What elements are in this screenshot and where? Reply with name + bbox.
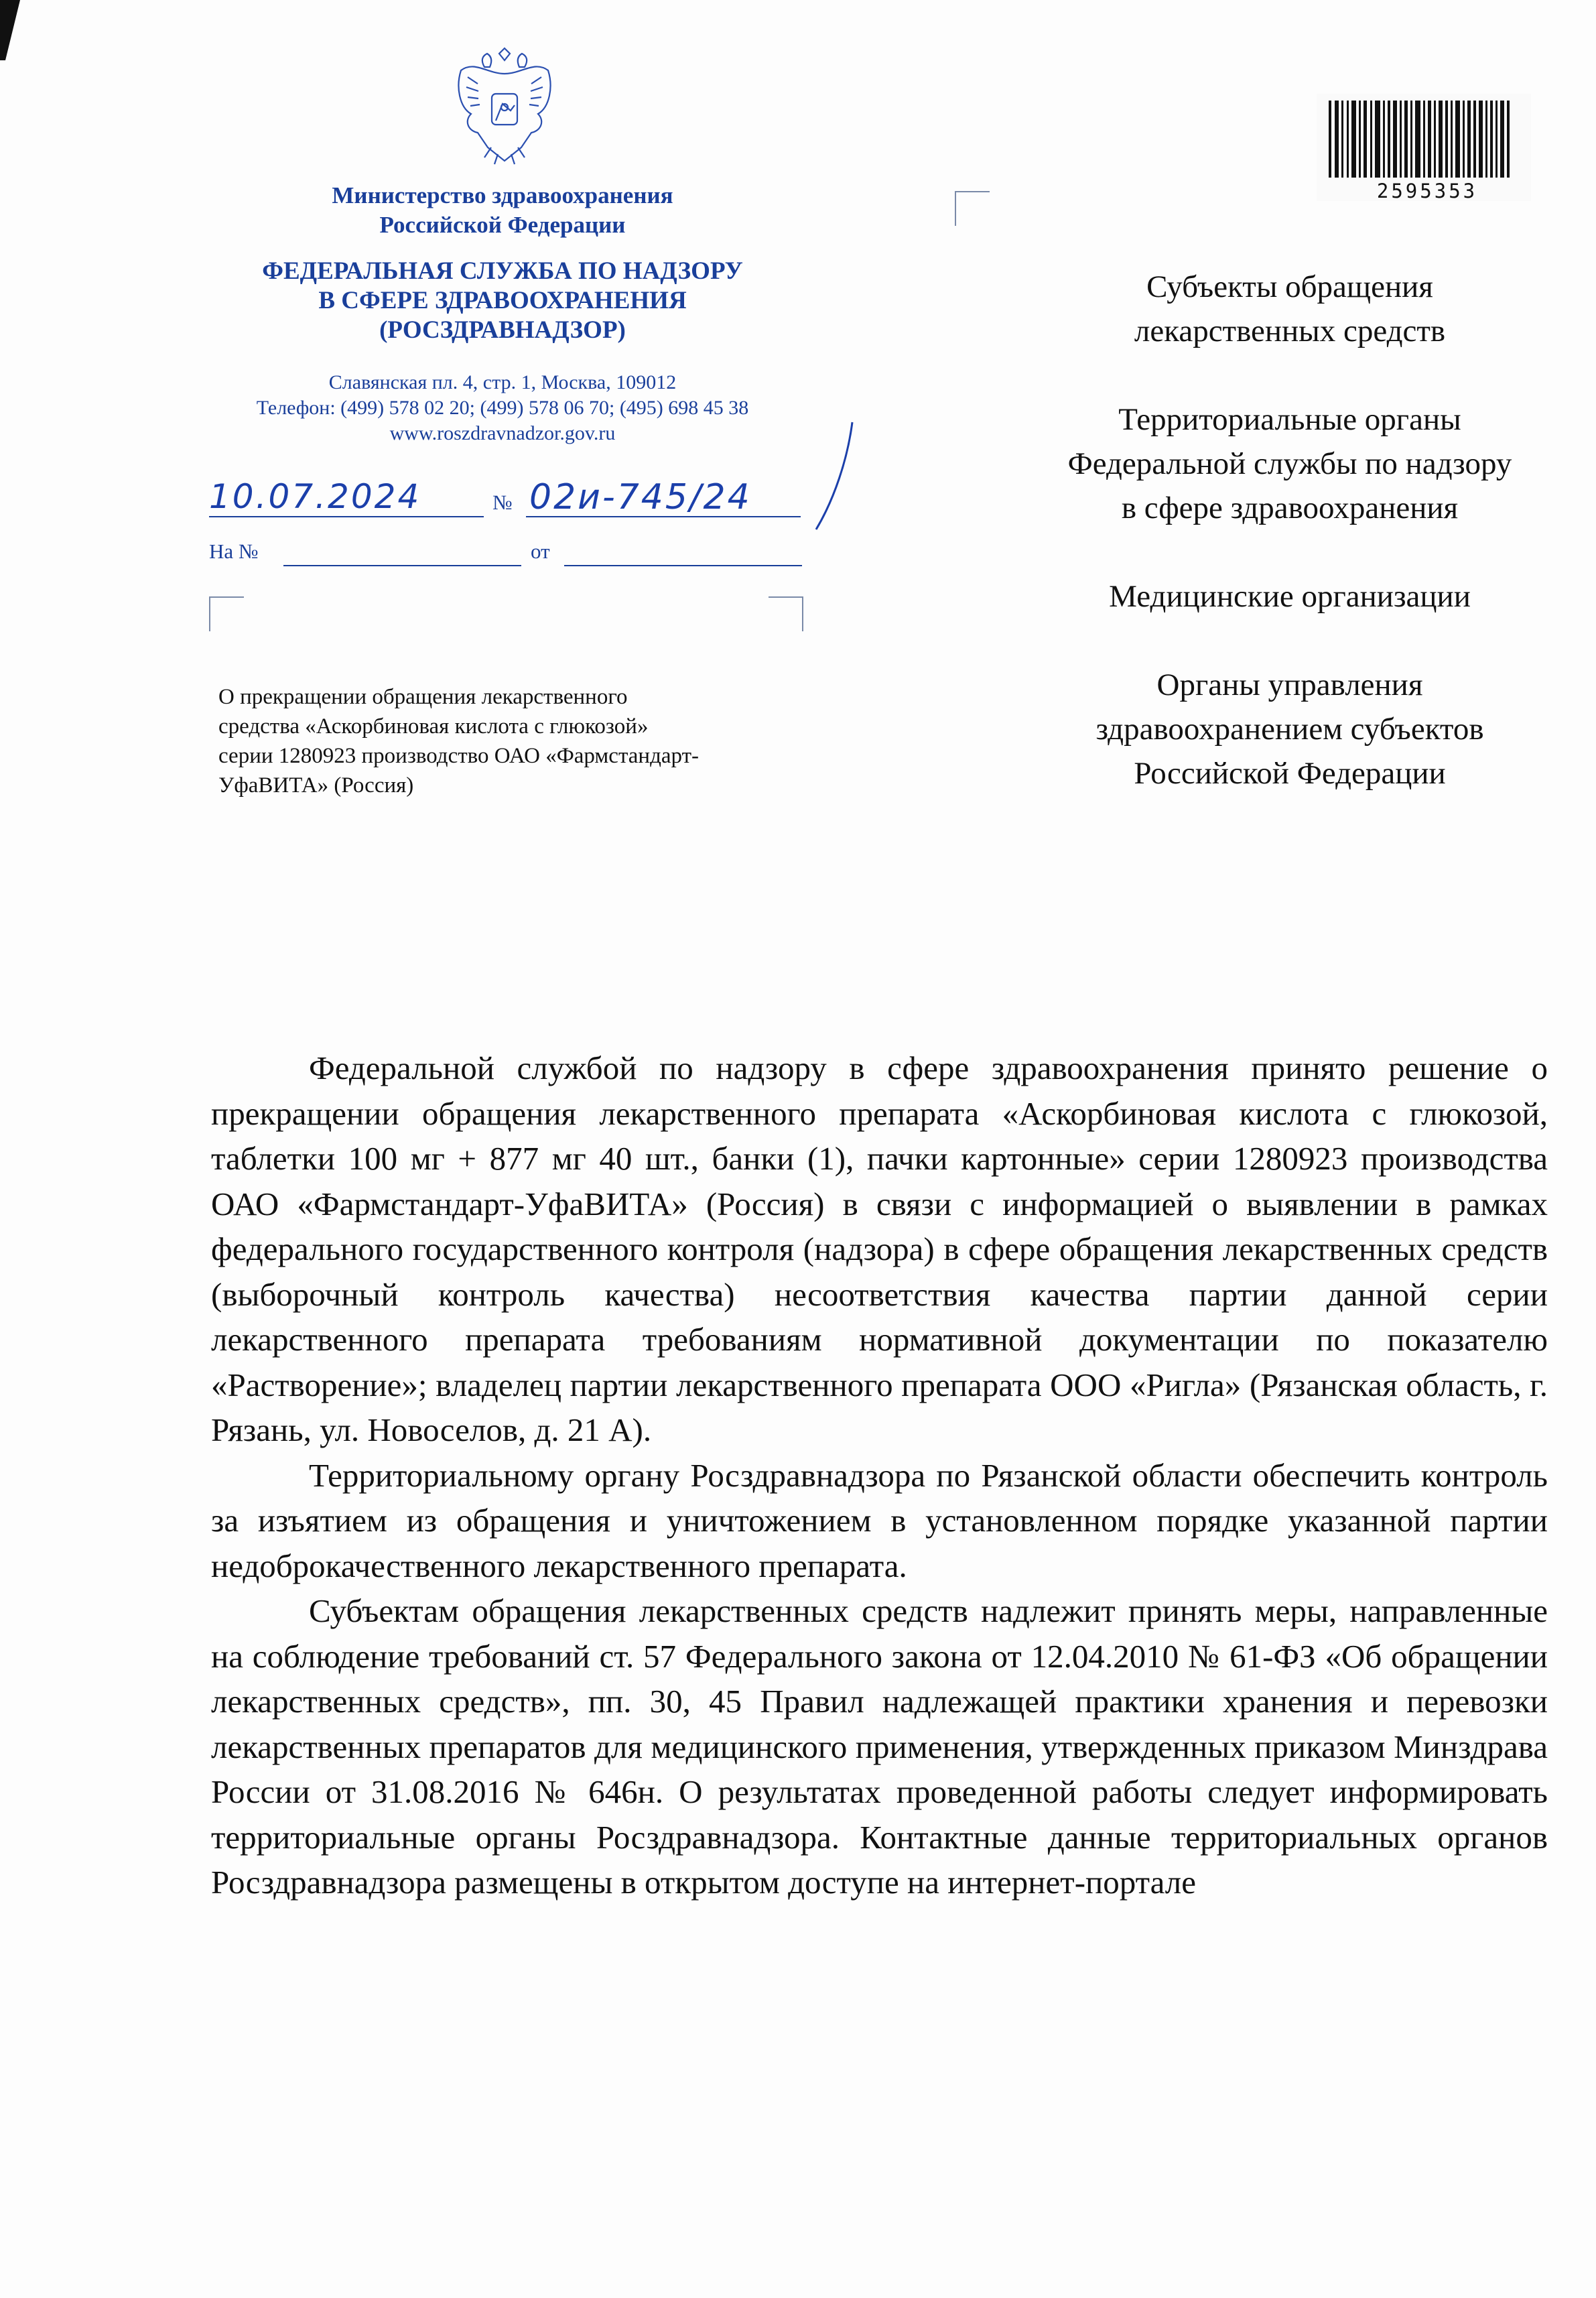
reply-number-line <box>283 565 521 566</box>
date-underline <box>209 516 484 517</box>
handwritten-slash <box>811 419 864 533</box>
scan-edge-mark <box>0 0 20 60</box>
recipient-line: Субъекты обращения <box>1146 269 1433 304</box>
recipients-block <box>998 265 1581 840</box>
recipient-item <box>998 663 1581 795</box>
subject-line-4: УфаВИТА» (Россия) <box>218 773 414 797</box>
from-label: от <box>531 539 550 563</box>
postal-address: Славянская пл. 4, стр. 1, Москва, 109012 <box>328 371 677 393</box>
recipient-line: Медицинские организации <box>1109 579 1471 614</box>
service-line-3: (РОСЗДРАВНАДЗОР) <box>379 316 626 344</box>
service-line-1: ФЕДЕРАЛЬНАЯ СЛУЖБА ПО НАДЗОРУ <box>262 257 743 285</box>
ministry-line-1: Министерство здравоохранения <box>332 182 673 208</box>
recipient-item <box>998 574 1581 619</box>
recipient-line: Органы управления <box>1156 667 1423 702</box>
registration-number: 02и-745/24 <box>529 477 752 517</box>
ministry-name <box>188 181 817 240</box>
number-sign: № <box>492 491 513 514</box>
body-paragraph-3: Субъектам обращения лекарственных средств надлежит принять меры, направленные на соблюдение требований ст. 57 Федерального закона от 12.04.2010 № 61-ФЗ «Об обращении лекарственных средств», пп. 30, 45 Правил надлежащей практики хранения и перевозки лекарственных препаратов для медицинского применения, утвержденных приказом Минздрава России от 31.08.2016 № 646н. О результатах проведенной работы следует информировать территориальные органы Росздравнадзора. Контактные данные территориальных органов Росздравнадзора размещены в открытом доступе на интернет-портале <box>211 1592 1548 1901</box>
recipient-item <box>998 397 1581 530</box>
contact-block <box>188 370 817 446</box>
body-paragraph-1: Федеральной службой по надзору в сфере здравоохранения принято решение о прекращении обращения лекарственного препарата «Аскорбиновая кислота с глюкозой, таблетки 100 мг + 877 мг 40 шт., банки (1), пачки картонные» серии 1280923 производства ОАО «Фармстандарт-УфаВИТА» (Россия) в связи с информацией о выявлении в рамках федерального государственного контроля (надзора) в сфере обращения лекарственных средств (выборочный контроль качества) несоответствия качества партии данной серии лекарственного препарата требованиям нормативной документации по показателю «Растворение»; владелец партии лекарственного препарата ООО «Ригла» (Рязанская область, г. Рязань, ул. Новоселов, д. 21 А). <box>211 1049 1548 1448</box>
website: www.roszdravnadzor.gov.ru <box>389 422 616 444</box>
bracket-top-right <box>769 596 803 631</box>
bracket-top-left <box>209 596 244 631</box>
subject-line-1: О прекращении обращения лекарственного <box>218 685 628 709</box>
letter-subject <box>218 682 915 800</box>
reply-date-line <box>564 565 802 566</box>
recipient-item <box>998 265 1581 353</box>
letter-body <box>211 1045 1548 1905</box>
recipient-line: Территориальные органы <box>1118 402 1461 437</box>
service-name <box>188 257 817 345</box>
recipient-line: лекарственных средств <box>1134 314 1446 348</box>
ministry-line-2: Российской Федерации <box>379 212 626 238</box>
coat-of-arms-icon <box>448 47 561 168</box>
recipient-line: в сфере здравоохранения <box>1121 491 1459 525</box>
recipient-line: здравоохранением субъектов <box>1095 712 1484 747</box>
registration-date: 10.07.2024 <box>209 477 421 516</box>
phone-numbers: Телефон: (499) 578 02 20; (499) 578 06 70; (495) 698 45 38 <box>256 397 749 419</box>
bracket-address-top-left <box>955 191 990 226</box>
barcode-number: 2595353 <box>1376 180 1478 202</box>
subject-line-3: серии 1280923 производство ОАО «Фармстандарт- <box>218 744 699 768</box>
recipient-line: Федеральной службы по надзору <box>1067 446 1512 481</box>
subject-line-2: средства «Аскорбиновая кислота с глюкозой» <box>218 714 649 739</box>
service-line-2: В СФЕРЕ ЗДРАВООХРАНЕНИЯ <box>318 287 687 314</box>
recipient-line: Российской Федерации <box>1134 756 1446 791</box>
reply-to-label: На № <box>209 539 259 563</box>
body-paragraph-2: Территориальному органу Росздравнадзора по Рязанской области обеспечить контроль за изъятием из обращения и уничтожением в установленном порядке указанной партии недоброкачественного лекарственного препарата. <box>211 1456 1548 1584</box>
